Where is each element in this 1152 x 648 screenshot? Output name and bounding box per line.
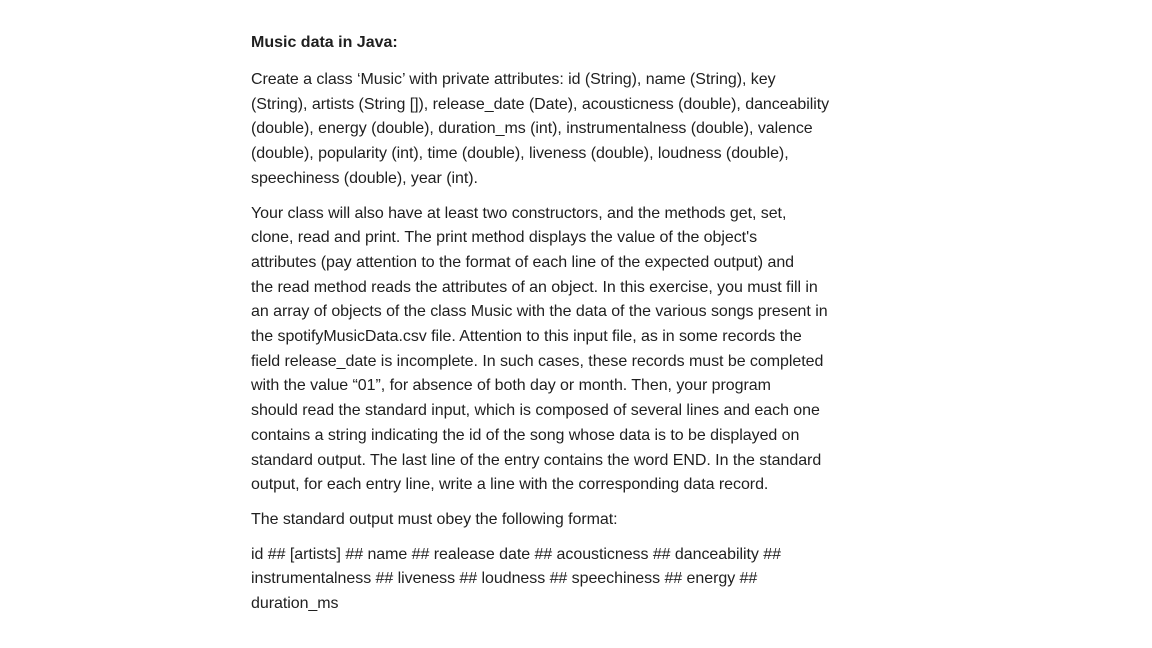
text-line: (double), energy (double), duration_ms (int), instrumentalness (double), valence <box>251 120 813 138</box>
document-body <box>251 33 881 627</box>
text-line: instrumentalness ## liveness ## loudness ## speechiness ## energy ## <box>251 570 758 588</box>
text-line: id ## [artists] ## name ## realease date ## acousticness ## danceability ## <box>251 545 781 563</box>
text-line: should read the standard input, which is composed of several lines and each one <box>251 402 820 420</box>
text-line: duration_ms <box>251 595 339 613</box>
text-line: with the value “01”, for absence of both day or month. Then, your program <box>251 377 771 395</box>
text-line: standard output. The last line of the entry contains the word END. In the standard <box>251 451 822 469</box>
text-line: Create a class ‘Music’ with private attributes: id (String), name (String), key <box>251 71 776 88</box>
text-line: speechiness (double), year (int). <box>251 169 478 187</box>
text-line: an array of objects of the class Music with the data of the various songs present in <box>251 303 828 321</box>
paragraph-instructions <box>251 202 881 498</box>
paragraph-output-intro <box>251 508 881 533</box>
paragraph-class-definition <box>251 68 881 192</box>
text-line: attributes (pay attention to the format of each line of the expected output) and <box>251 253 795 271</box>
text-line: (String), artists (String []), release_date (Date), acousticness (double), danceability <box>251 95 830 113</box>
paragraph-output-format <box>251 543 881 617</box>
text-line: field release_date is incomplete. In such cases, these records must be completed <box>251 352 824 370</box>
text-line: The standard output must obey the following format: <box>251 510 618 528</box>
text-line: the read method reads the attributes of an object. In this exercise, you must fill in <box>251 278 818 296</box>
text-line: Your class will also have at least two constructors, and the methods get, set, <box>251 204 787 222</box>
text-line: the spotifyMusicData.csv file. Attention to this input file, as in some records the <box>251 328 802 346</box>
text-line: contains a string indicating the id of the song whose data is to be displayed on <box>251 426 800 444</box>
text-line: (double), popularity (int), time (double), liveness (double), loudness (double), <box>251 145 789 163</box>
document-title: Music data in Java: <box>251 34 398 51</box>
text-line: clone, read and print. The print method displays the value of the object's <box>251 229 758 247</box>
text-line: output, for each entry line, write a line with the corresponding data record. <box>251 476 769 494</box>
